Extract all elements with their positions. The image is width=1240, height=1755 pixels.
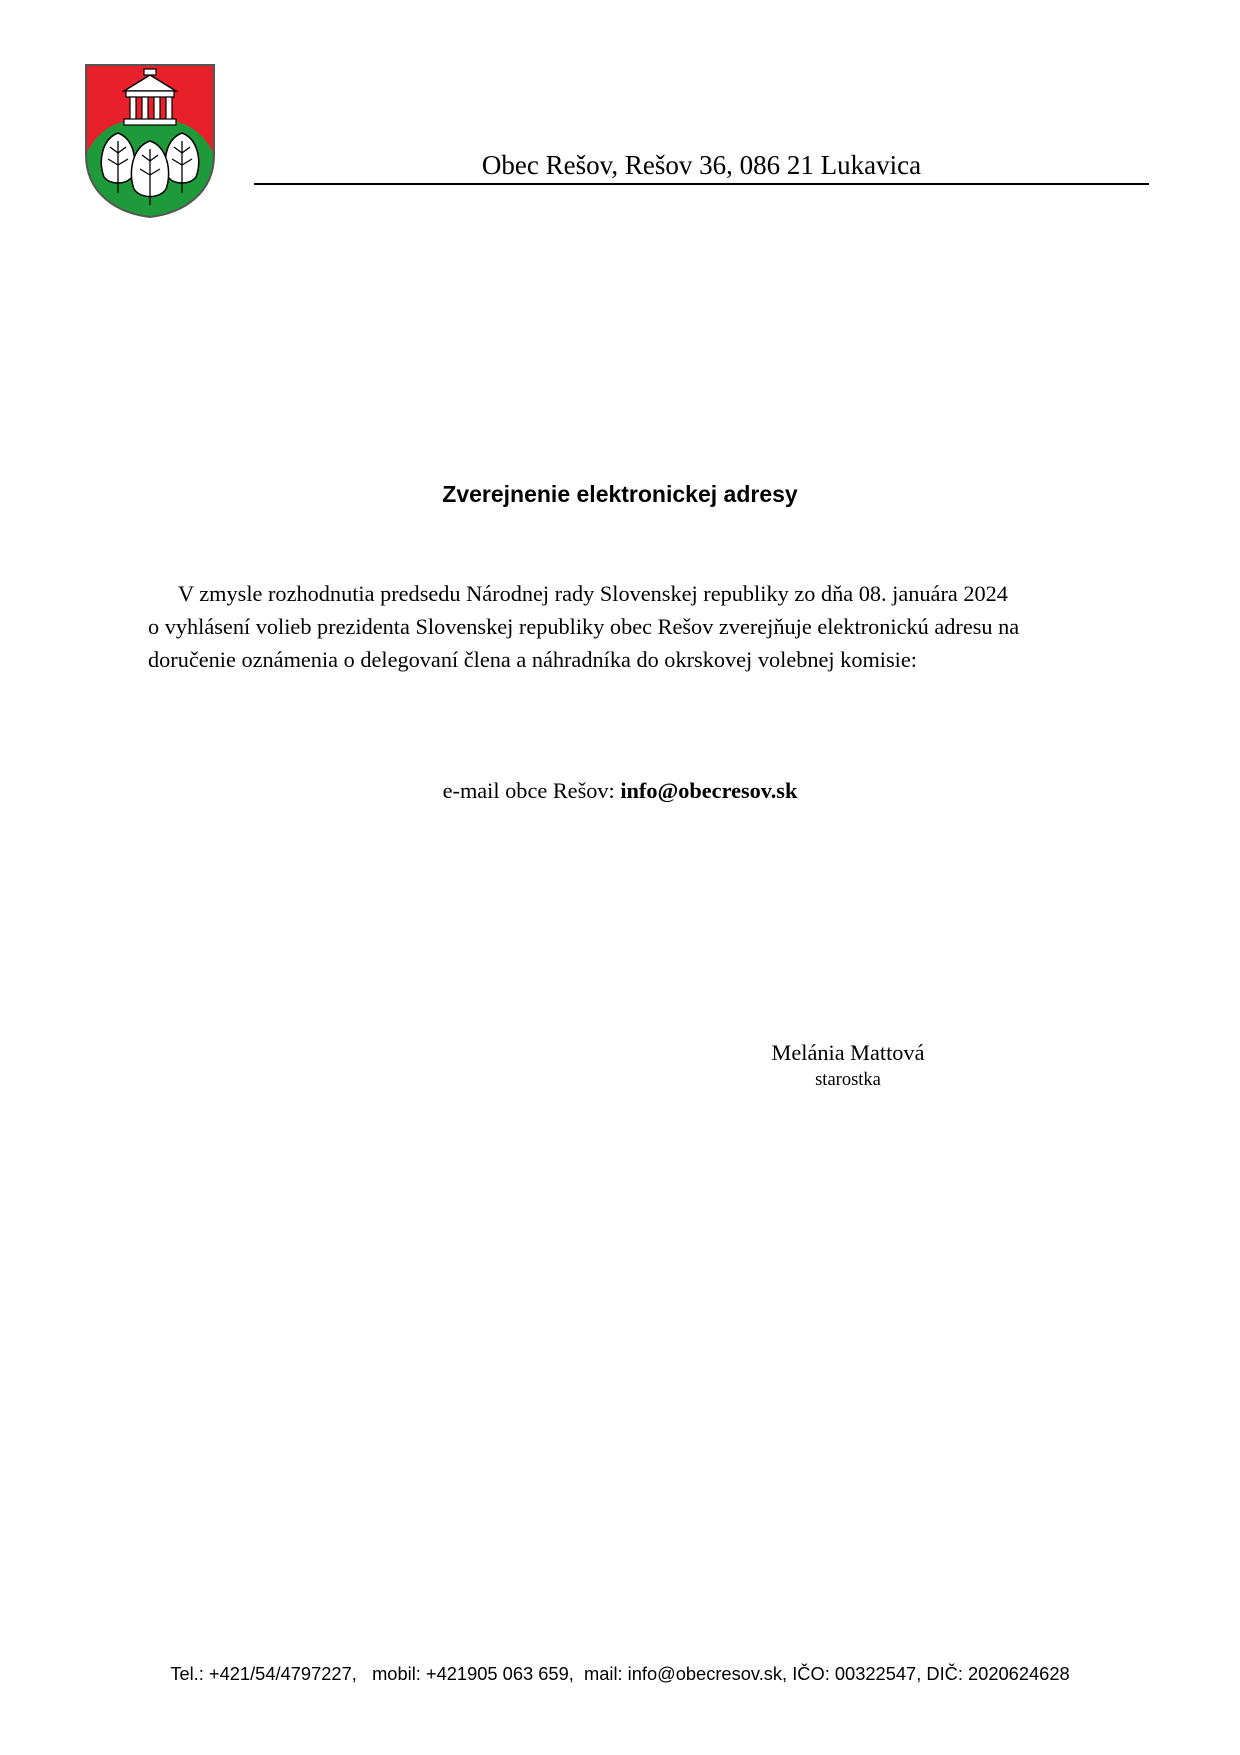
body-line: doručenie oznámenia o delegovaní člena a náhradníka do okrskovej volebnej komisie: — [148, 647, 917, 672]
signatory-name: Melánia Mattová — [771, 1040, 925, 1065]
header-address: Obec Rešov, Rešov 36, 086 21 Lukavica — [481, 150, 922, 180]
footer-contact: Tel.: +421/54/4797227, mobil: +421905 063 659, mail: info@obecresov.sk, IČO: 00322547, DIČ: 2020624628 — [170, 1663, 1070, 1684]
header-divider — [254, 183, 1149, 185]
document-title: Zverejnenie elektronickej adresy — [442, 481, 798, 507]
document-body — [148, 577, 1138, 676]
body-line: o vyhlásení volieb prezidenta Slovenskej republiky obec Rešov zverejňuje elektronickú adresu na — [148, 614, 1020, 639]
body-line: V zmysle rozhodnutia predsedu Národnej rady Slovenskej republiky zo dňa 08. januára 2024 — [178, 581, 1008, 606]
signature-block — [748, 1039, 948, 1093]
email-label: e-mail obce Rešov: — [442, 778, 621, 803]
email-address: info@obecresov.sk — [620, 778, 798, 803]
village-coat-of-arms-icon — [84, 63, 216, 219]
signatory-role: starostka — [815, 1070, 881, 1090]
email-line — [0, 776, 1240, 806]
